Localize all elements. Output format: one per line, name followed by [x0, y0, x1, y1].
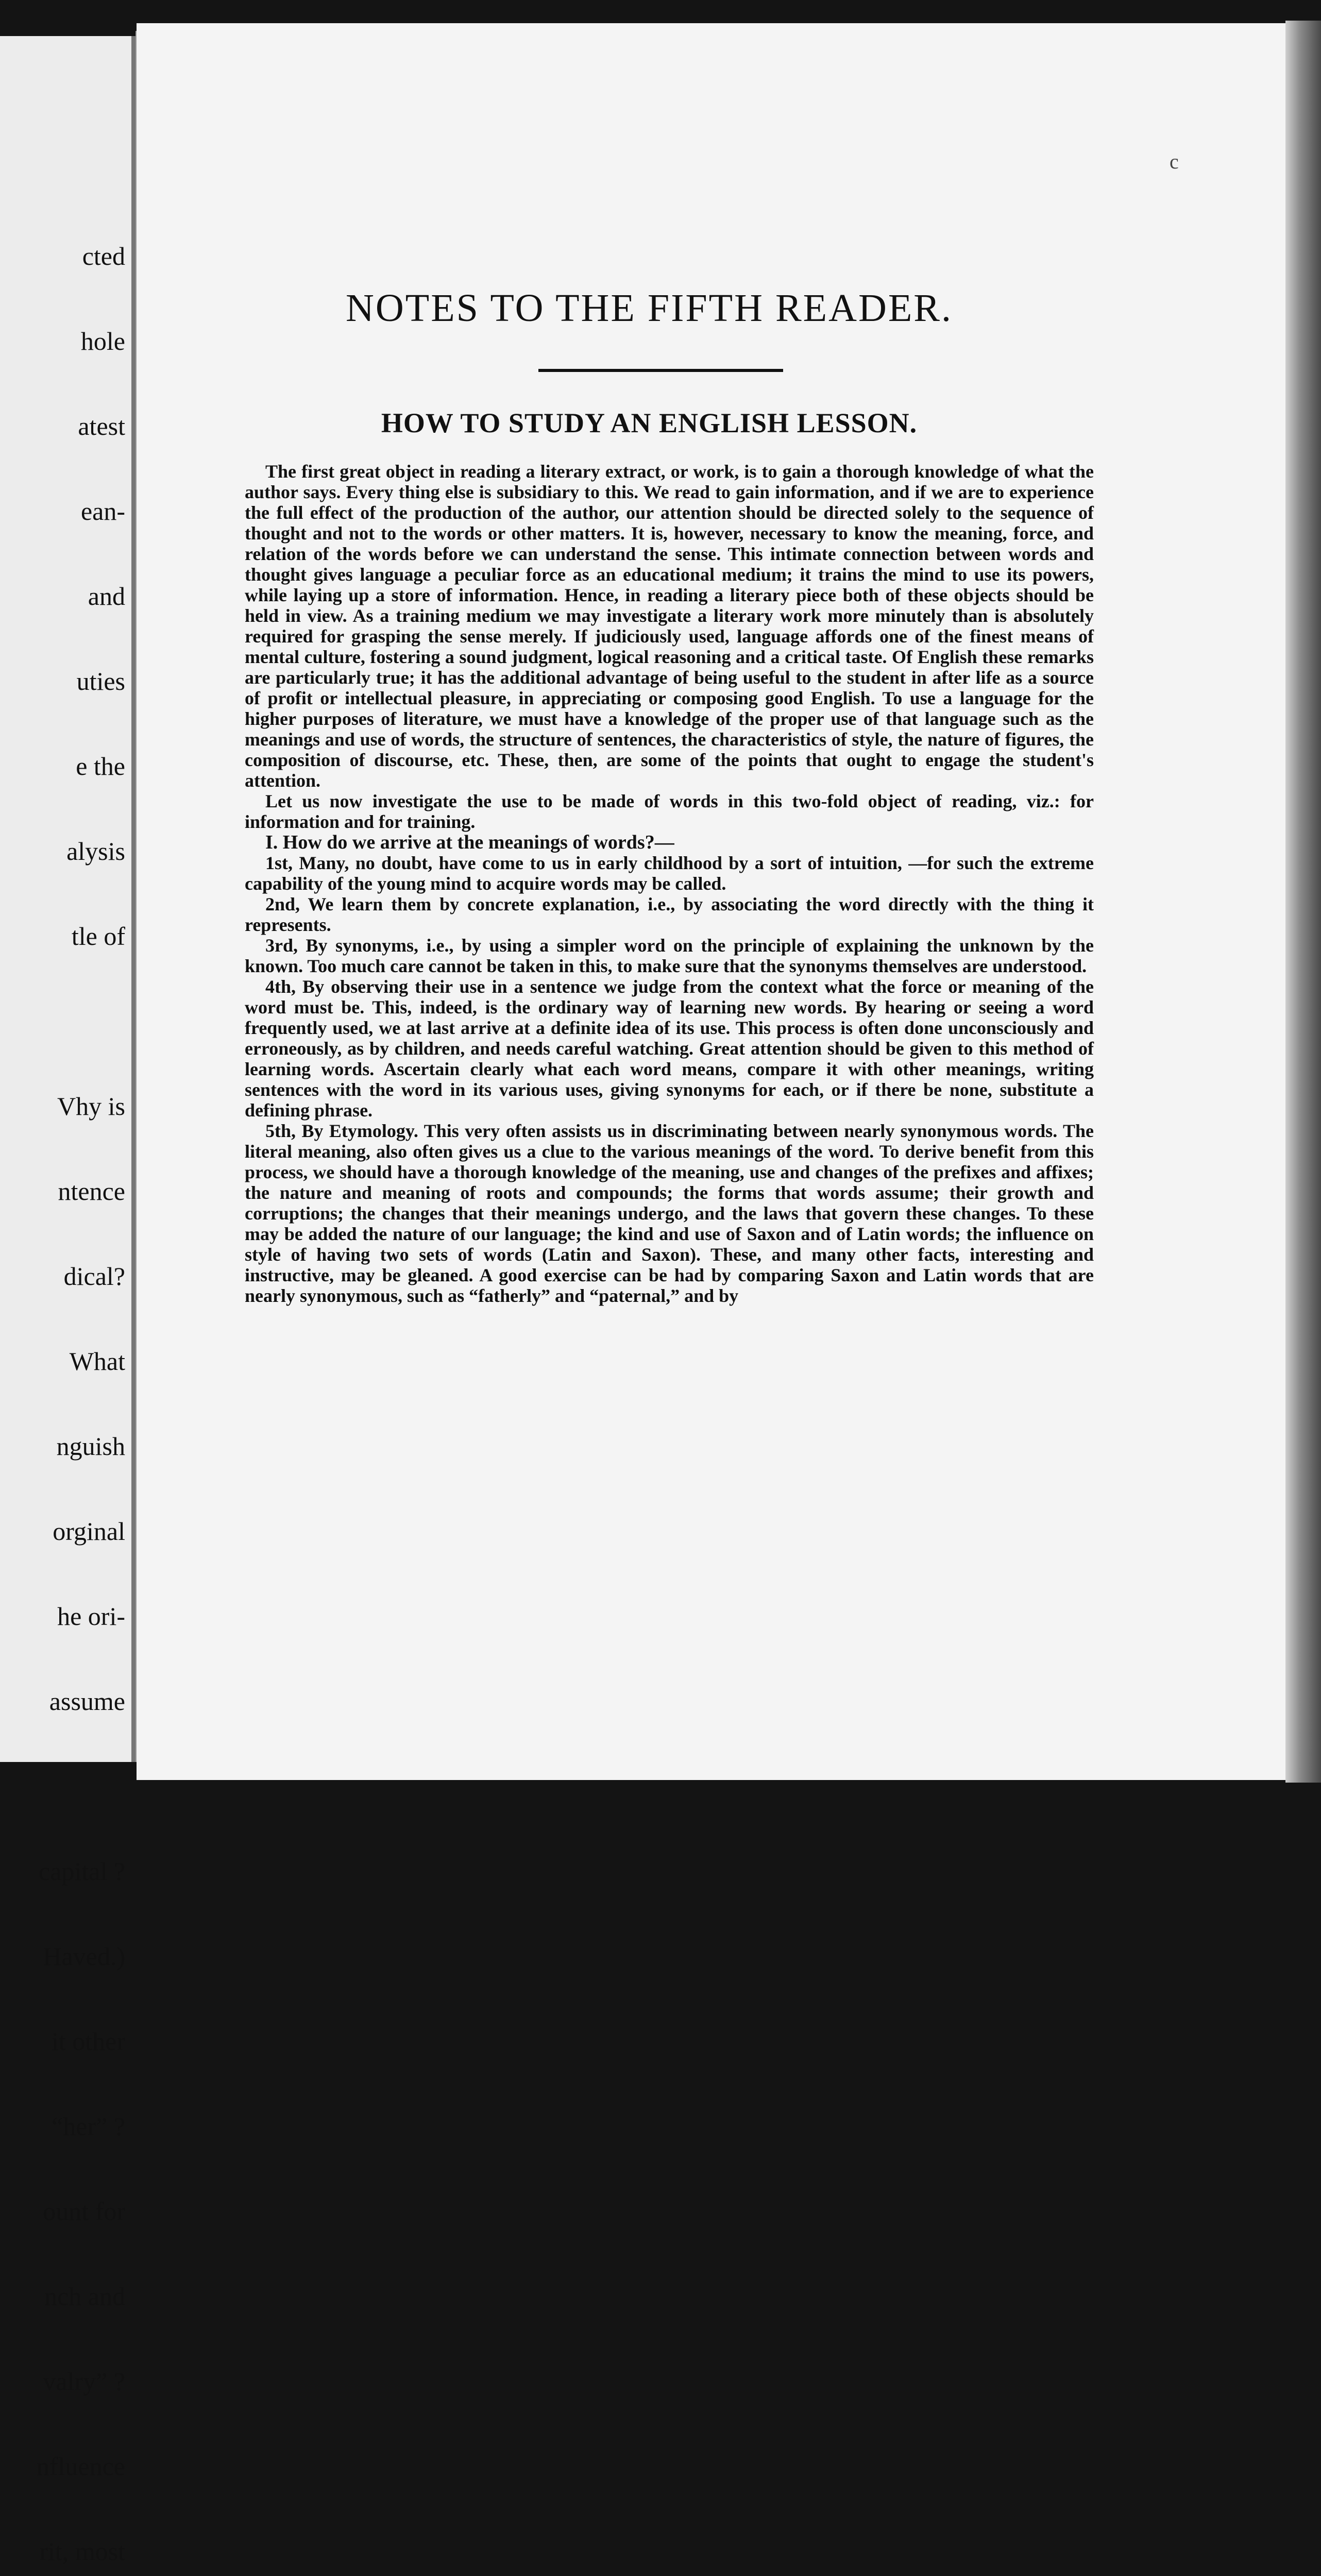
left-line: “her” ? — [52, 2112, 125, 2141]
title-rule — [538, 369, 783, 372]
left-line: atest — [78, 412, 125, 440]
page-mark: c — [1170, 150, 1179, 173]
left-line: and — [88, 582, 125, 611]
left-line: e the — [76, 752, 125, 781]
left-gap — [5, 1007, 125, 1036]
list-item: 4th, By observing their use in a sentence we judge from the context what the force or meaning of the word must be. This, indeed, is the ordinary way of learning new words. By hearing or seeing a word frequently used, we at last arrive at a definite idea of its use. This process is often done unconsciously and erroneously, as by children, and needs careful watching. Great attention should be given to this method of learning words. Ascertain clearly what each word means, compare it with other meanings, writing sentences with the word in its various uses, giving synonyms for each, or if there be none, substitute a defining phrase. — [245, 976, 1094, 1121]
left-line: ean- — [80, 497, 125, 526]
list-item: 3rd, By synonyms, i.e., by using a simpler word on the principle of explaining the unknown by the known. Too much care cannot be taken in this, to make sure that the synonyms themselves are understood. — [245, 935, 1094, 976]
left-gap — [5, 1772, 125, 1801]
left-page-text — [5, 185, 125, 2576]
left-line: dical? — [63, 1262, 125, 1291]
left-line: nfluence — [36, 2452, 125, 2481]
left-line: assume — [49, 1687, 125, 1716]
left-line: Vhy is — [57, 1092, 125, 1121]
left-line: orginal — [53, 1517, 125, 1546]
left-line: valry” ? — [43, 2367, 125, 2396]
left-line: it other — [51, 2027, 125, 2056]
left-page — [0, 36, 136, 2566]
left-line: hole — [80, 327, 125, 355]
left-line: cted — [82, 242, 125, 270]
left-line: nch and — [44, 2282, 125, 2311]
list-item: 2nd, We learn them by concrete explanation, i.e., by associating the word directly with the thing it represents. — [245, 894, 1094, 935]
left-line: capital ? — [39, 1857, 125, 1886]
left-line: Haved.) — [43, 1942, 125, 1971]
list-item: 1st, Many, no doubt, have come to us in early childhood by a sort of intuition, —for such the extreme capability of the young mind to acquire words may be called. — [245, 853, 1094, 894]
left-line: alysis — [66, 837, 125, 866]
page-title: NOTES TO THE FIFTH READER. — [346, 286, 953, 330]
left-line: tle of — [71, 922, 125, 951]
page-edge — [1285, 21, 1321, 1783]
left-line: he ori- — [57, 1602, 125, 1631]
section-heading: I. How do we arrive at the meanings of words?— — [265, 832, 674, 853]
section-subtitle: HOW TO STUDY AN ENGLISH LESSON. — [381, 408, 918, 438]
left-line: ount for — [43, 2197, 125, 2226]
body-text — [245, 461, 1094, 1306]
paragraph: The first great object in reading a literary extract, or work, is to gain a thorough knowledge of what the author says. Every thing else is subsidiary to this. We read to gain information, and if we are to experience the full effect of the production of the author, our attention should be directed solely to the sequence of thought and not to the words or other matters. It is, however, necessary to know the meaning, force, and relation of the words before we can understand the sense. This intimate connection between words and thought gives language a peculiar force as an educational medium; it trains the mind to use its powers, while laying up a store of information. Hence, in reading a literary piece both of these objects should be held in view. As a training medium we may investigate a literary work more minutely than is absolutely required for grasping the sense merely. If judiciously used, language affords one of the finest means of mental culture, fostering a sound judgment, logical reasoning and a critical taste. Of English these remarks are particularly true; it has the additional advantage of being useful to the student in after life as a source of profit or intellectual pleasure, in appreciating or composing good English. To use a language for the higher purposes of literature, we must have a knowledge of the proper use of that language such as the meanings and use of words, the structure of sentences, the characteristics of style, the nature of figures, the composition of discourse, etc. These, then, are some of the points that ought to engage the student's attention. — [245, 461, 1094, 791]
left-line: What — [69, 1347, 125, 1376]
left-line: nguish — [56, 1432, 125, 1461]
left-line: rit, most — [39, 2537, 125, 2566]
left-line: ntence — [58, 1177, 125, 1206]
paragraph: Let us now investigate the use to be made of words in this two-fold object of reading, viz.: for information and for training. — [245, 791, 1094, 832]
list-item: 5th, By Etymology. This very often assists us in discriminating between nearly synonymous words. The literal meaning, also often gives us a clue to the various meanings of the word. To derive benefit from this process, we should have a thorough knowledge of the meaning, use and changes of the prefixes and affixes; the nature and meaning of roots and compounds; the forms that words assume; their growth and corruptions; the changes that their meanings undergo, and the laws that govern these changes. To these may be added the nature of our language; the kind and use of Saxon and of Latin words; the influence on style of having two sets of words (Latin and Saxon). These, and many other facts, interesting and instructive, may be gleaned. A good exercise can be had by comparing Saxon and Latin words that are nearly synonymous, such as “fatherly” and “paternal,” and by — [245, 1121, 1094, 1306]
left-line: uties — [76, 667, 125, 696]
